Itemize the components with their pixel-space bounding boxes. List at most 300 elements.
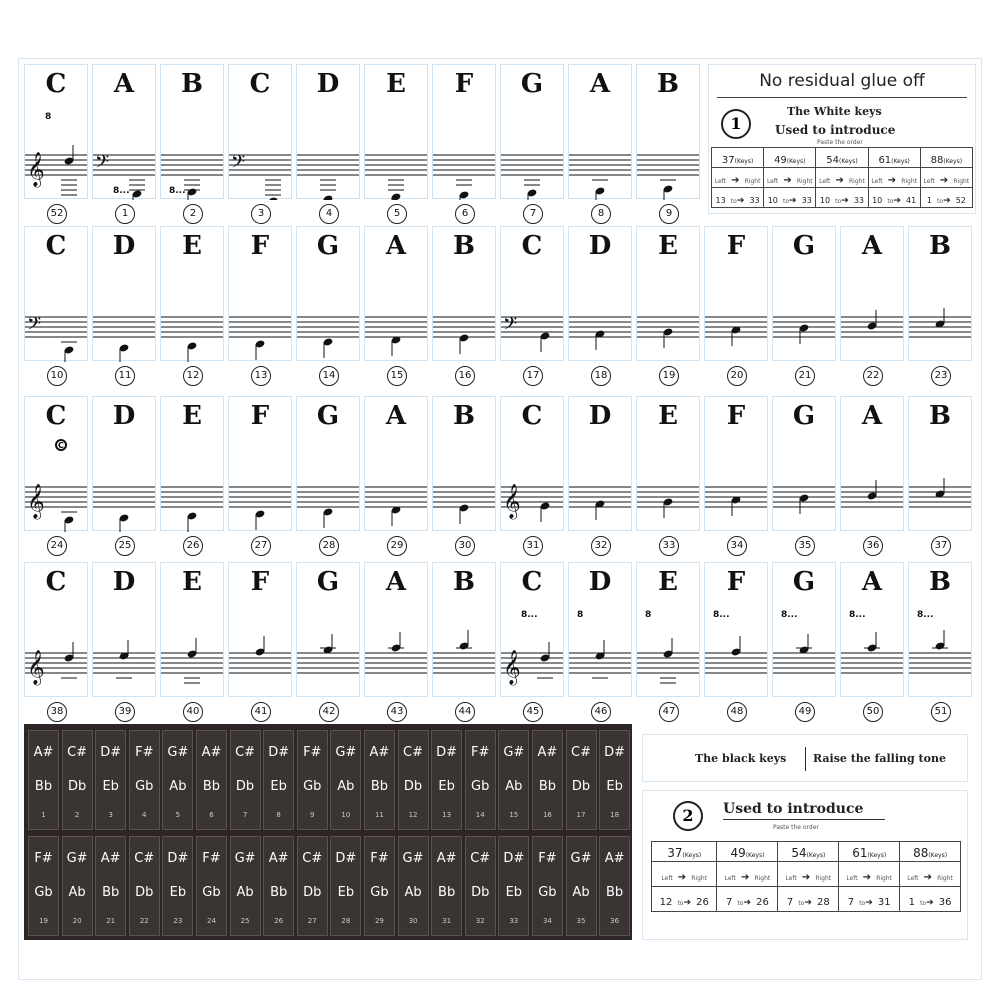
sharp-label: C#: [403, 745, 424, 760]
black-key-sticker: [330, 730, 361, 830]
note-sticker: [228, 64, 292, 199]
note-letter: C: [45, 69, 67, 99]
note-letter: B: [929, 231, 951, 261]
ottava-mark: 8...: [781, 610, 798, 620]
flat-label: Eb: [606, 779, 623, 794]
key-count-cell: [816, 148, 868, 168]
arrow-right-icon: ➔: [683, 897, 692, 908]
right-label: Right: [849, 178, 865, 185]
flat-label: Eb: [169, 885, 187, 900]
sticker-number: 35: [795, 536, 815, 556]
note-sticker: [908, 226, 972, 361]
arrow-right-icon: ➔: [865, 897, 873, 908]
flat-label: Ab: [337, 779, 355, 794]
staff-notation: [93, 105, 155, 200]
note-letter: G: [316, 231, 340, 261]
staff-notation: [25, 105, 87, 200]
note-sticker: [500, 562, 564, 697]
note-sticker: [24, 396, 88, 531]
sticker-number: 41: [251, 702, 271, 722]
ottava-mark: 8: [45, 112, 52, 122]
key-unit: (Keys): [682, 852, 702, 859]
black-key-number: 15: [509, 811, 519, 819]
note-letter: C: [521, 567, 543, 597]
black-key-number: 17: [576, 811, 586, 819]
right-label: Right: [691, 874, 708, 882]
staff-notation: [297, 105, 359, 200]
note-letter: E: [182, 231, 202, 261]
staff-notation: [433, 105, 495, 200]
direction-cell: [764, 168, 816, 188]
staff-notation: [93, 267, 155, 362]
staff-notation: [297, 437, 359, 532]
black-key-number: 3: [108, 811, 113, 819]
black-key-sticker: [230, 730, 261, 830]
sharp-label: F#: [135, 745, 154, 760]
direction-cell: [839, 862, 900, 887]
black-key-stickers: [24, 724, 632, 940]
note-sticker: [500, 396, 564, 531]
range-cell: [652, 887, 717, 912]
sticker-number: 20: [727, 366, 747, 386]
arrow-right-icon: ➔: [893, 196, 901, 206]
sticker-number: 8: [591, 204, 611, 224]
sticker-number: 6: [455, 204, 475, 224]
key-count: 37: [721, 155, 735, 166]
black-key-sticker: [162, 730, 193, 830]
arrow-right-icon: ➔: [887, 175, 897, 186]
flat-label: Bb: [606, 885, 624, 900]
sticker-number: 24: [47, 536, 67, 556]
black-key-sticker: [62, 730, 93, 830]
note-sticker: [364, 226, 428, 361]
sticker-number: 7: [523, 204, 543, 224]
flat-label: Bb: [438, 885, 456, 900]
note-sticker: [840, 226, 904, 361]
black-key-number: 36: [610, 917, 620, 925]
note-letter: B: [657, 69, 679, 99]
sticker-number: 23: [931, 366, 951, 386]
sticker-number: 1: [115, 204, 135, 224]
note-sticker: [636, 64, 700, 199]
black-key-sticker: [599, 730, 630, 830]
sharp-label: A#: [201, 745, 222, 760]
range-cell: [900, 887, 961, 912]
sharp-label: A#: [369, 745, 390, 760]
treble-clef-icon: 𝄞: [27, 650, 45, 685]
left-label: Left: [766, 178, 779, 185]
key-count-cell: [839, 842, 900, 862]
sharp-label: G#: [503, 745, 525, 760]
staff-notation: [909, 603, 971, 698]
note-letter: E: [658, 567, 678, 597]
step-one-circle: 1: [721, 109, 751, 139]
divider: [805, 747, 806, 771]
staff-notation: [229, 105, 291, 200]
direction-cell: [652, 862, 717, 887]
note-letter: G: [792, 567, 816, 597]
left-label: Left: [871, 178, 883, 185]
sticker-number: 12: [183, 366, 203, 386]
arrow-right-icon: ➔: [923, 871, 932, 883]
note-letter: B: [929, 567, 951, 597]
staff-notation: [25, 267, 87, 362]
black-key-sticker: [263, 730, 294, 830]
note-letter: D: [112, 567, 136, 597]
key-count: 88: [930, 155, 944, 166]
note-sticker: [24, 64, 88, 199]
black-key-number: 13: [442, 811, 452, 819]
note-letter: G: [316, 401, 340, 431]
range-from: 7: [725, 896, 733, 908]
range-cell: [712, 188, 764, 208]
note-sticker: [432, 562, 496, 697]
arrow-right-icon: ➔: [789, 196, 797, 206]
staff-notation: [637, 603, 699, 698]
sticker-number: 48: [727, 702, 747, 722]
note-letter: E: [658, 401, 678, 431]
note-sticker: [24, 562, 88, 697]
note-sticker: [840, 396, 904, 531]
left-label: Left: [819, 178, 831, 185]
key-count-cell: [920, 148, 972, 168]
black-key-sticker: [196, 730, 227, 830]
bass-clef-icon: 𝄢: [503, 314, 518, 339]
staff-notation: [433, 437, 495, 532]
note-letter: D: [588, 567, 612, 597]
flat-label: Gb: [202, 885, 221, 900]
note-letter: D: [112, 231, 136, 261]
staff-notation: [25, 437, 87, 532]
black-key-sticker: [62, 836, 93, 936]
staff-notation: [841, 437, 903, 532]
sharp-label: A#: [268, 851, 289, 866]
sharp-label: F#: [34, 851, 53, 866]
direction-cell: [717, 862, 778, 887]
key-unit: (Keys): [745, 852, 765, 859]
range-cell: [920, 188, 972, 208]
staff-notation: [909, 437, 971, 532]
note-sticker: [568, 64, 632, 199]
note-sticker: [160, 396, 224, 531]
range-cell: [839, 887, 900, 912]
flat-label: Eb: [270, 779, 287, 794]
sticker-number: 16: [455, 366, 475, 386]
range-to: 41: [906, 196, 917, 205]
sharp-label: A#: [100, 851, 121, 866]
flat-label: Ab: [572, 885, 590, 900]
staff-notation: [25, 603, 87, 698]
black-key-sticker: [465, 730, 496, 830]
note-sticker: [908, 562, 972, 697]
sharp-label: D#: [604, 745, 626, 760]
key-count: 61: [878, 155, 892, 166]
note-letter: B: [453, 231, 475, 261]
key-count-cell: [652, 842, 717, 862]
staff-notation: [501, 603, 563, 698]
flat-label: Gb: [370, 885, 389, 900]
note-sticker: [568, 396, 632, 531]
note-sticker: [908, 396, 972, 531]
staff-notation: [841, 267, 903, 362]
paste-order-subtitle: Paste the order: [817, 139, 863, 146]
note-sticker: [772, 562, 836, 697]
direction-cell: [712, 168, 764, 188]
staff-notation: [229, 437, 291, 532]
black-keys-label-panel: [642, 734, 968, 782]
range-from: 10: [872, 196, 883, 205]
black-key-sticker: [566, 730, 597, 830]
ottava-mark: 8...: [521, 610, 538, 620]
sticker-number: 29: [387, 536, 407, 556]
black-key-number: 20: [72, 917, 82, 925]
note-letter: B: [453, 401, 475, 431]
black-key-number: 26: [274, 917, 284, 925]
flat-label: Db: [403, 779, 423, 794]
staff-notation: [365, 267, 427, 362]
staff-notation: [365, 437, 427, 532]
sharp-label: G#: [167, 745, 189, 760]
black-key-number: 31: [442, 917, 452, 925]
note-letter: C: [521, 231, 543, 261]
key-unit: (Keys): [838, 158, 858, 165]
sharp-label: D#: [503, 851, 525, 866]
flat-label: Bb: [270, 885, 288, 900]
black-key-number: 21: [106, 917, 116, 925]
treble-clef-icon: 𝄞: [503, 650, 521, 685]
black-key-number: 12: [408, 811, 418, 819]
sharp-label: A#: [436, 851, 457, 866]
black-key-row-2: [28, 836, 633, 936]
left-label: Left: [907, 874, 919, 882]
right-label: Right: [953, 178, 970, 185]
black-key-number: 4: [142, 811, 147, 819]
black-key-sticker: [196, 836, 227, 936]
note-sticker: [228, 226, 292, 361]
flat-label: Ab: [169, 779, 187, 794]
white-key-row-2: [24, 226, 976, 381]
sharp-label: G#: [570, 851, 592, 866]
direction-cell: [900, 862, 961, 887]
staff-notation: [93, 437, 155, 532]
note-sticker: [364, 396, 428, 531]
sticker-number: 40: [183, 702, 203, 722]
sticker-number: 9: [659, 204, 679, 224]
sharp-label: D#: [268, 745, 290, 760]
sticker-number: 39: [115, 702, 135, 722]
note-sticker: [772, 226, 836, 361]
note-letter: C: [45, 401, 67, 431]
flat-label: Ab: [505, 779, 523, 794]
sharp-label: G#: [66, 851, 88, 866]
left-label: Left: [661, 874, 673, 882]
ottava-mark: 8: [577, 610, 584, 620]
note-letter: B: [453, 567, 475, 597]
sticker-number: 46: [591, 702, 611, 722]
black-key-number: 24: [207, 917, 216, 925]
black-key-number: 14: [475, 811, 485, 819]
note-sticker: [24, 226, 88, 361]
staff-notation: [569, 267, 631, 362]
black-key-sticker: [431, 836, 462, 936]
range-to: 33: [749, 196, 760, 205]
flat-label: Eb: [505, 885, 523, 900]
staff-notation: [229, 267, 291, 362]
black-key-sticker: [95, 836, 126, 936]
bass-clef-icon: 𝄢: [231, 152, 246, 177]
left-label: Left: [724, 874, 736, 882]
black-key-number: 2: [74, 811, 80, 819]
staff-notation: [569, 105, 631, 200]
range-cell: [717, 887, 778, 912]
sticker-number: 3: [251, 204, 271, 224]
sticker-number: 32: [591, 536, 611, 556]
black-key-number: 10: [341, 811, 351, 819]
staff-notation: [161, 267, 223, 362]
sticker-number: 15: [387, 366, 407, 386]
sharp-label: C#: [470, 851, 491, 866]
sticker-number: 33: [659, 536, 679, 556]
black-key-number: 9: [310, 811, 315, 819]
key-unit: (Keys): [928, 852, 948, 859]
note-sticker: [296, 562, 360, 697]
right-label: Right: [815, 874, 832, 882]
sticker-number: 49: [795, 702, 815, 722]
left-label: Left: [923, 178, 935, 185]
range-to: 28: [817, 896, 830, 908]
black-key-number: 35: [576, 917, 586, 925]
ottava-mark: 8...: [917, 610, 934, 620]
black-key-sticker: [498, 836, 529, 936]
sticker-number: 31: [523, 536, 543, 556]
note-letter: G: [792, 401, 816, 431]
range-cell: [816, 188, 868, 208]
sticker-number: 25: [115, 536, 135, 556]
sharp-label: D#: [100, 745, 122, 760]
arrow-right-icon: ➔: [926, 897, 934, 908]
staff-notation: [637, 437, 699, 532]
note-letter: A: [589, 69, 611, 99]
staff-notation: [773, 437, 835, 532]
black-key-sticker: [398, 730, 429, 830]
arrow-right-icon: ➔: [804, 897, 812, 908]
sticker-number: 34: [727, 536, 747, 556]
to-label: to: [782, 198, 790, 205]
arrow-right-icon: ➔: [841, 196, 849, 206]
note-sticker: [772, 396, 836, 531]
sticker-number: 18: [591, 366, 611, 386]
note-sticker: [364, 562, 428, 697]
black-key-sticker: [364, 836, 395, 936]
staff-notation: [909, 267, 971, 362]
staff-notation: [569, 603, 631, 698]
note-sticker: [296, 64, 360, 199]
flat-label: Db: [135, 885, 154, 900]
arrow-right-icon: ➔: [677, 871, 687, 883]
note-letter: C: [521, 401, 543, 431]
black-key-number: 5: [175, 811, 181, 819]
note-sticker: [636, 396, 700, 531]
staff-notation: [433, 267, 495, 362]
range-to: 26: [696, 896, 709, 908]
range-to: 33: [801, 196, 812, 205]
to-label: to: [887, 198, 894, 205]
range-to: 26: [756, 896, 769, 908]
sticker-number: 17: [523, 366, 543, 386]
bass-clef-icon: 𝄢: [95, 152, 110, 177]
arrow-right-icon: ➔: [862, 871, 872, 883]
step-two-circle: 2: [673, 801, 703, 831]
flat-label: Gb: [303, 779, 322, 794]
sharp-label: F#: [370, 851, 389, 866]
white-key-row-1: [24, 64, 704, 219]
staff-notation: [773, 603, 835, 698]
sticker-number: 47: [659, 702, 679, 722]
black-key-number: 23: [173, 917, 183, 925]
note-sticker: [568, 226, 632, 361]
note-letter: E: [182, 567, 202, 597]
direction-cell: [868, 168, 920, 188]
note-sticker: [160, 64, 224, 199]
sticker-number: 36: [863, 536, 883, 556]
black-key-sticker: [129, 836, 160, 936]
flat-label: Db: [471, 885, 490, 900]
black-key-number: 25: [240, 917, 250, 925]
sticker-number: 19: [659, 366, 679, 386]
left-label: Left: [846, 874, 858, 882]
note-letter: B: [929, 401, 951, 431]
note-letter: F: [726, 401, 746, 431]
range-to: 31: [877, 896, 891, 908]
sharp-label: C#: [571, 745, 591, 760]
sticker-number: 2: [183, 204, 203, 224]
key-count: 61: [852, 846, 868, 860]
treble-clef-icon: 𝄞: [27, 152, 45, 187]
black-key-number: 28: [341, 917, 351, 925]
key-count-cell: [712, 148, 764, 168]
note-letter: G: [316, 567, 340, 597]
to-label: to: [920, 899, 927, 907]
note-letter: A: [385, 567, 407, 597]
note-letter: B: [181, 69, 203, 99]
black-keys-info-panel: [642, 790, 968, 940]
black-key-number: 32: [475, 917, 485, 925]
note-letter: D: [588, 401, 612, 431]
range-to: 36: [938, 896, 952, 908]
arrow-right-icon: ➔: [939, 175, 949, 186]
middle-c-mark-text: C: [58, 441, 64, 450]
note-sticker: [840, 562, 904, 697]
left-label: Left: [714, 178, 727, 185]
black-key-number: 29: [374, 917, 384, 925]
note-letter: F: [454, 69, 474, 99]
note-sticker: [704, 226, 768, 361]
staff-notation: [501, 105, 563, 200]
range-to: 33: [853, 196, 865, 205]
black-key-number: 27: [307, 917, 317, 925]
sticker-number: 44: [455, 702, 475, 722]
range-from: 7: [847, 896, 855, 908]
note-letter: A: [861, 401, 883, 431]
sticker-number: 30: [455, 536, 475, 556]
flat-label: Eb: [102, 779, 119, 794]
key-count: 37: [667, 846, 683, 860]
flat-label: Gb: [471, 779, 490, 794]
range-cell: [778, 887, 839, 912]
underline: [723, 819, 885, 820]
arrow-right-icon: ➔: [743, 897, 752, 908]
note-sticker: [500, 64, 564, 199]
